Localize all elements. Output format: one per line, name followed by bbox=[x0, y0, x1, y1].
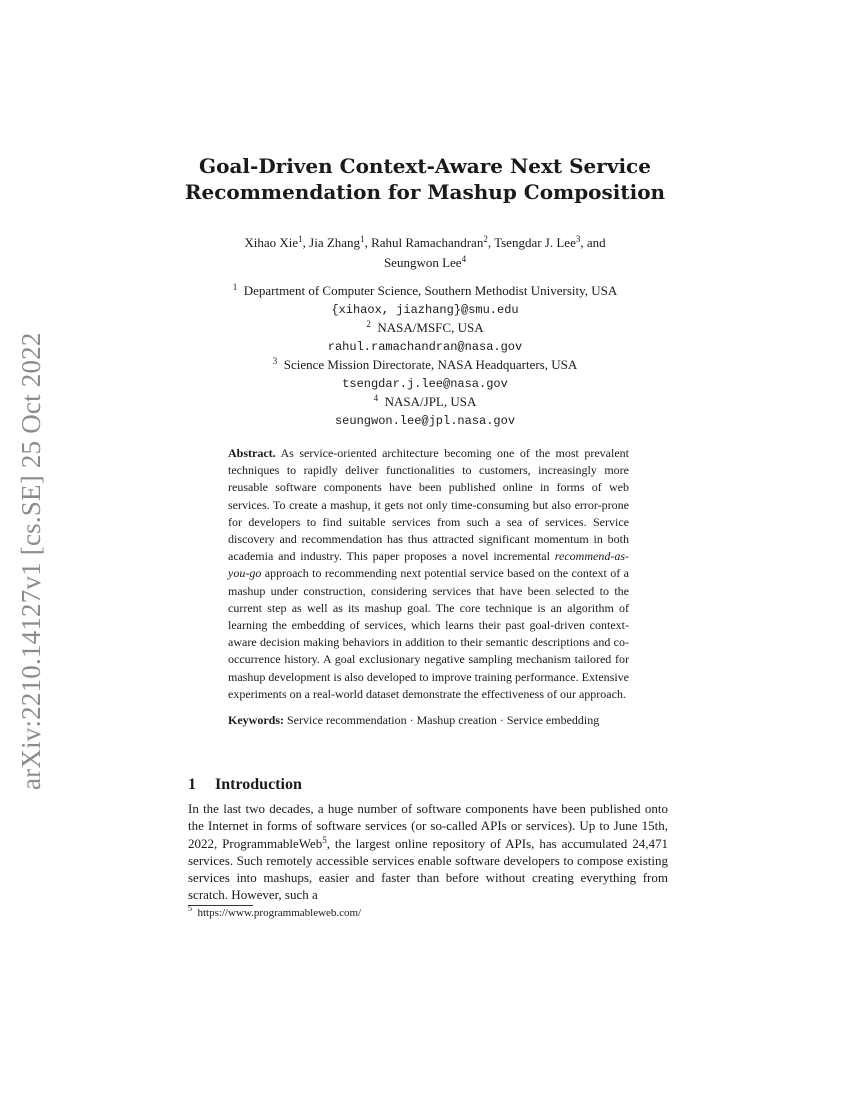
section-title: Introduction bbox=[215, 776, 302, 793]
author-affil-mark: 4 bbox=[461, 254, 467, 264]
affiliation-email: tsengdar.j.lee@nasa.gov bbox=[342, 376, 508, 391]
abstract-text: approach to recommending next potential service based on the context of a mashup under construction, considering services that have been selected to the current step as well as its mashup goal. The core technique is an algorithm of learning the embedding of services, which learns their past goal-driven context-aware decision making behaviors in addition to their semantic descriptions and co-occurrence history. A goal exclusionary negative sampling mechanism tailored for mashup development is also developed to improve training performance. Extensive experiments on a real-world dataset demonstrate the effectiveness of our approach. bbox=[228, 566, 629, 701]
footnote-link[interactable]: https://www.programmableweb.com/ bbox=[197, 907, 362, 919]
footnote-mark: 5 bbox=[188, 904, 192, 913]
author-name: Seungwon Lee bbox=[383, 255, 462, 270]
abstract-label: Abstract. bbox=[228, 446, 276, 460]
abstract bbox=[228, 445, 629, 703]
author-name: Xihao Xie bbox=[244, 235, 299, 250]
intro-paragraph: In the last two decades, a huge number of software components have been published onto the Internet in forms of software services (or so-called APIs or services). Up to June 15th, 2022, ProgrammableWeb$^5$, the largest online repository of APIs, has accumulated 24,471 services. Such remotely accessible services enable software developers to compose existing services into mashups, easier and faster than before without creating everything from scratch. However, such a bbox=[188, 801, 668, 903]
affiliation-email: rahul.ramachandran@nasa.gov bbox=[327, 339, 523, 354]
affiliation-item: $^1$ Department of Computer Science, Southern Methodist University, USA bbox=[232, 282, 618, 298]
arxiv-identifier: arXiv:2210.14127v1 [cs.SE] 25 Oct 2022 bbox=[16, 332, 46, 790]
affiliation-item: $^3$ Science Mission Directorate, NASA Headquarters, USA bbox=[272, 356, 578, 372]
author-affil-mark: 2 bbox=[483, 234, 488, 244]
author-list: Xihao Xie$^1$, Jia Zhang$^1$, Rahul Ramachandran$^2$, Tsengdar J. Lee$^3$, and Seungwon Lee$^4$ bbox=[244, 234, 606, 270]
author-affil-mark: 3 bbox=[575, 234, 581, 244]
title-line-2: Recommendation for Mashup Composition bbox=[184, 180, 666, 204]
author-conjunction: , and bbox=[580, 235, 606, 250]
footnote bbox=[188, 904, 362, 919]
section-heading bbox=[188, 776, 302, 794]
author-name: Tsengdar J. Lee bbox=[494, 235, 576, 250]
section-number: 1 bbox=[188, 776, 196, 793]
paper-title bbox=[150, 153, 700, 205]
author-name: Rahul Ramachandran bbox=[371, 235, 484, 250]
footnote-ref: 5 bbox=[322, 834, 327, 845]
affiliation-item: $^4$ NASA/JPL, USA bbox=[373, 393, 477, 409]
keywords bbox=[228, 712, 629, 729]
affiliation-email: seungwon.lee@jpl.nasa.gov bbox=[334, 413, 516, 428]
keywords-text: Service recommendation · Mashup creation · Service embedding bbox=[284, 713, 600, 727]
keywords-label: Keywords: bbox=[228, 713, 284, 727]
author-name: Jia Zhang bbox=[309, 235, 361, 250]
author-affil-mark: 1 bbox=[360, 234, 365, 244]
author-affil-mark: 1 bbox=[298, 234, 303, 244]
affiliation-list bbox=[150, 282, 700, 430]
footnote-divider bbox=[188, 905, 253, 906]
title-line-1: Goal-Driven Context-Aware Next Service bbox=[199, 154, 651, 178]
affiliation-email: {xihaox, jiazhang}@smu.edu bbox=[331, 302, 519, 317]
affiliation-item: $^2$ NASA/MSFC, USA bbox=[366, 319, 484, 335]
abstract-text: As service-oriented architecture becoming one of the most prevalent techniques to rapidly deliver functionalities to customers, increasingly more reusable software components have been published online in forms of web services. To create a mashup, it gets not only time-consuming but also error-prone for developers to find suitable services from such a sea of services. Service discovery and recommendation has thus attracted significant momentum in both academia and industry. This paper proposes a novel incremental bbox=[228, 446, 629, 564]
abstract-emphasis: recommend-as-you-go bbox=[228, 549, 629, 581]
